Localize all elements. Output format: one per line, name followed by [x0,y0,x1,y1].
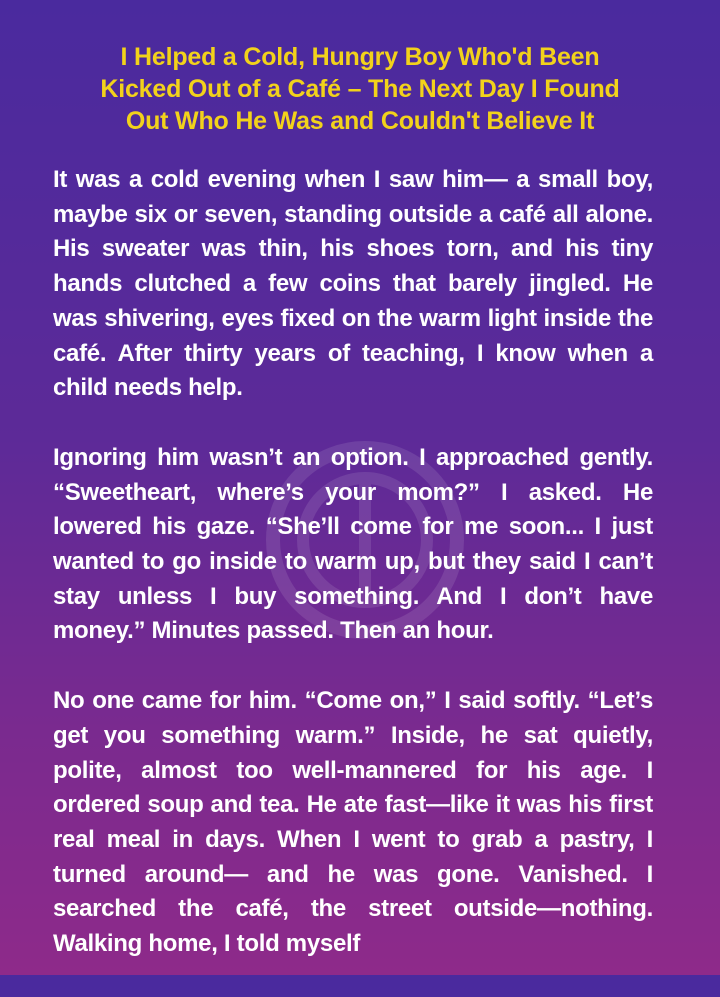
article-title [40,41,680,137]
title-line: Out Who He Was and Couldn't Believe It [125,107,595,135]
title-line: Kicked Out of a Café – The Next Day I Found [100,75,620,103]
story-paragraph: Ignoring him wasn’t an option. I approached gently. “Sweetheart, where’s your mom?” I asked. He lowered his gaze. “She’ll come for me soon... I just wanted to go inside to warm up, but they said I can’t stay unless I buy something. And I don’t have money.” Minutes passed. Then an hour. [53,443,653,645]
title-line: I Helped a Cold, Hungry Boy Who'd Been [120,43,600,71]
story-paragraph: It was a cold evening when I saw him— a small boy, maybe six or seven, standing outside a café all alone. His sweater was thin, his shoes torn, and his tiny hands clutched a few coins that barely jingled. He was shivering, eyes fixed on the warm light inside the café. After thirty years of teaching, I know when a child needs help. [53,166,653,402]
story-paragraph: No one came for him. “Come on,” I said softly. “Let’s get you something warm.” Inside, he sat quietly, polite, almost too well-mannered for his age. I ordered soup and tea. He ate fast—like it was his first real meal in days. When I went to grab a pastry, I turned around— and he was gone. Vanished. I searched the café, the street outside—nothing. Walking home, I told myself [53,687,653,958]
story-body [53,163,653,997]
